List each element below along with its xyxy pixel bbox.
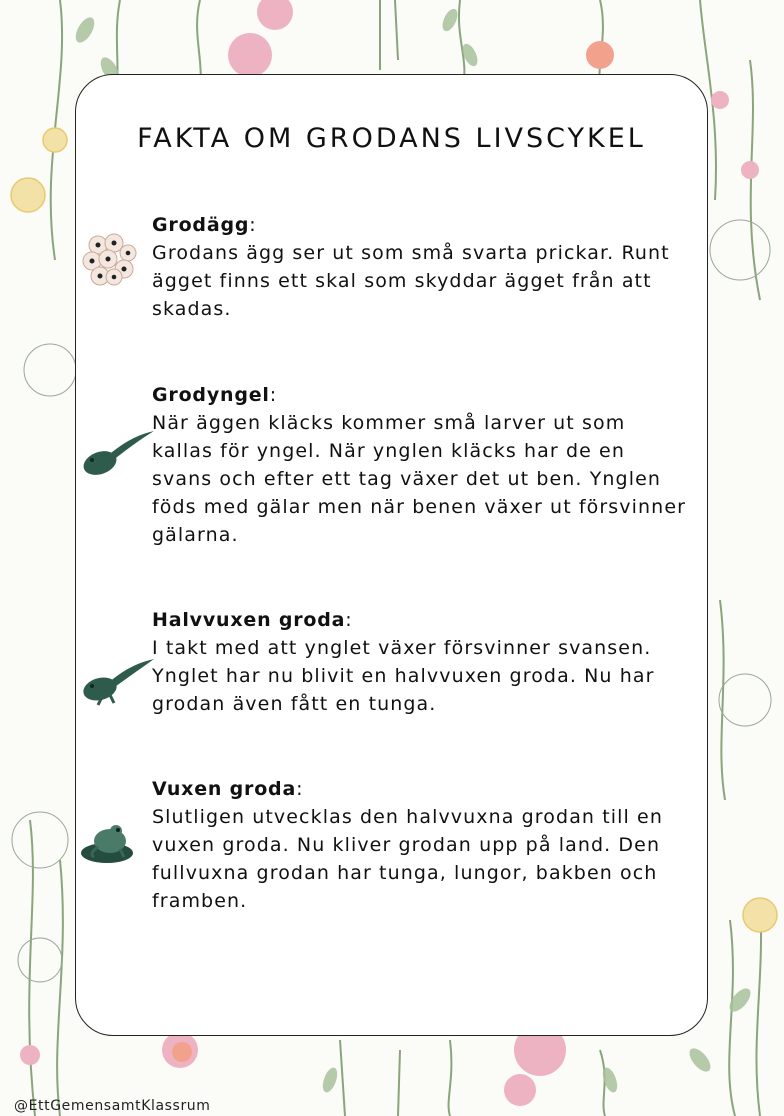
section-heading: Halvvuxen groda:: [152, 609, 353, 631]
frog-eggs-icon: [82, 231, 138, 289]
section-heading: Grodyngel:: [152, 384, 277, 406]
credit-text: @EttGemensamtKlassrum: [14, 1098, 211, 1114]
page-title: FAKTA OM GRODANS LIVSCYKEL: [137, 123, 646, 154]
froglet-icon: [80, 655, 156, 707]
section-text: Grodans ägg ser ut som små svarta prickar. Runt ägget finns ett skal som skyddar ägget från att skadas.: [152, 242, 670, 320]
section-text: Slutligen utvecklas den halvvuxna grodan till en vuxen groda. Nu kliver grodan upp på land. Den fullvuxna grodan har tunga, lungor, bakben och framben.: [152, 806, 663, 912]
tadpole-icon: [80, 427, 156, 479]
section-text: I takt med att ynglet växer försvinner svansen. Ynglet har nu blivit en halvvuxen groda. Nu har grodan även fått en tunga.: [152, 637, 655, 715]
fact-card: [75, 74, 708, 1036]
section-heading: Vuxen groda:: [152, 778, 304, 800]
section-text: När äggen kläcks kommer små larver ut som kallas för yngel. När ynglen kläcks har de en svans och efter ett tag växer det ut ben. Ynglen föds med gälar men när benen växer ut försvinner gälarna.: [152, 412, 687, 546]
section-heading: Grodägg:: [152, 214, 257, 236]
adult-frog-icon: [80, 821, 134, 865]
section-grodyngel: [152, 381, 692, 549]
section-vuxen-groda: [152, 775, 692, 915]
section-grodagg: [152, 211, 692, 323]
section-halvvuxen-groda: [152, 606, 692, 718]
